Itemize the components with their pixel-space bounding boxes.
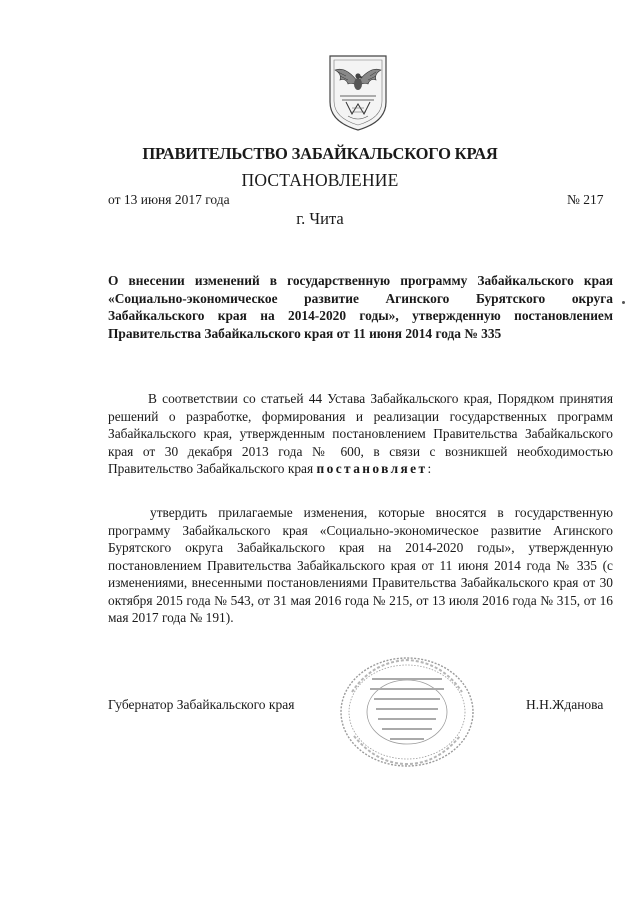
document-type: ПОСТАНОВЛЕНИЕ (241, 170, 399, 190)
document-date: от 13 июня 2017 года (108, 192, 230, 207)
decree-punct: : (427, 461, 432, 476)
coat-of-arms-icon (326, 52, 390, 132)
preamble-text: В соответствии со статьей 44 Устава Забайкальского края, Порядком принятия решений о разработке, формирования и реализации государственных программ Забайкальского края, утвержденным постановлением Правительства Забайкальского края от 30 декабря 2013 года № 600, в связи с возникшей необходимостью Правительство Забайкальского края (108, 391, 613, 476)
scan-speck (622, 301, 625, 304)
preamble-paragraph (108, 390, 613, 478)
decree-word: постановляет (316, 461, 428, 476)
official-seal-icon (332, 652, 482, 772)
government-title: ПРАВИТЕЛЬСТВО ЗАБАЙКАЛЬСКОГО КРАЯ (142, 144, 498, 163)
document-city: г. Чита (296, 209, 344, 228)
resolution-paragraph: утвердить прилагаемые изменения, которые вносятся в государственную программу Забайкальского края «Социально-экономическое развитие Агинского Бурятского округа Забайкальского края на 2014-2020 годы», утвержденную постановлением Правительства Забайкальского края от 11 июня 2014 года № 335 (с изменениями, внесенными постановлениями Правительства Забайкальского края от 30 октября 2015 года № 543, от 31 мая 2016 года № 215, от 13 июля 2016 года № 315, от 16 мая 2017 года № 191). (108, 505, 613, 625)
document-subject: О внесении изменений в государственную программу Забайкальского края «Социально-экономическое развитие Агинского Бурятского округа Забайкальского края на 2014-2020 годы», утвержденную постановлением Правительства Забайкальского края от 11 июня 2014 года № 335 (108, 273, 613, 341)
signer-title: Губернатор Забайкальского края (108, 697, 295, 712)
signer-name: Н.Н.Жданова (526, 697, 604, 712)
document-number: № 217 (567, 192, 604, 207)
